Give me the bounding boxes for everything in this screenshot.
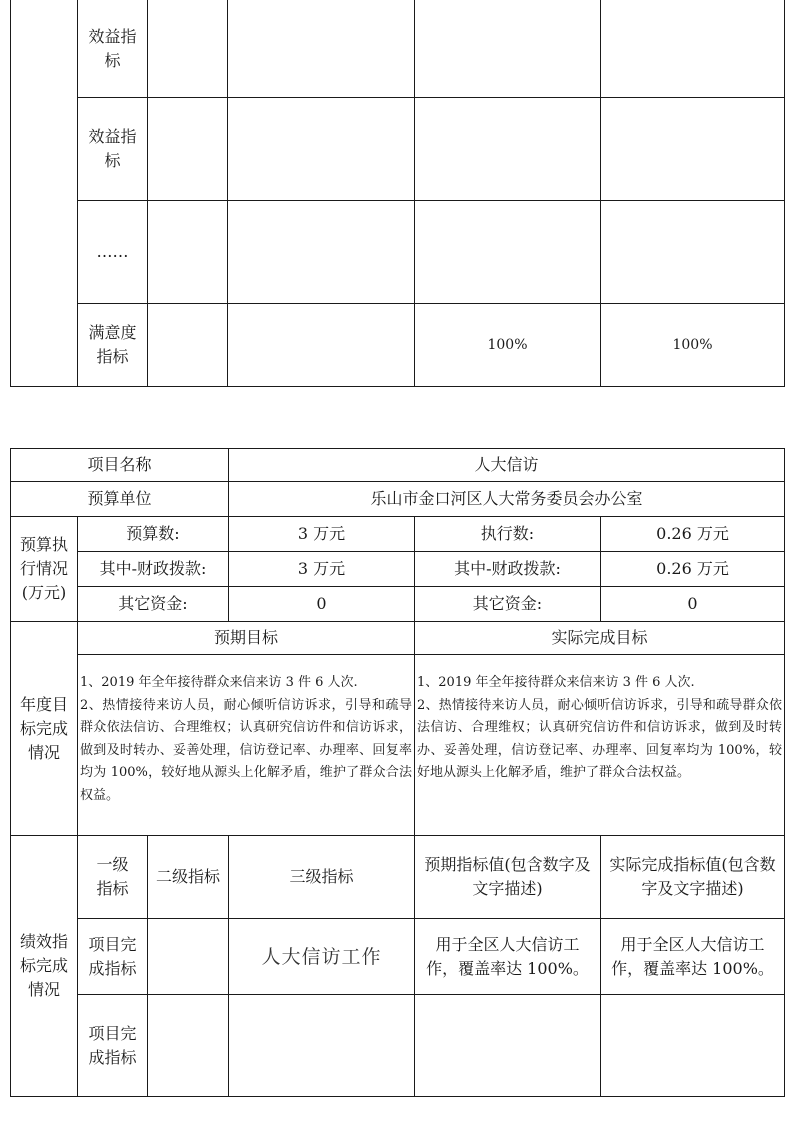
satisfaction-actual-value: 100% <box>672 337 713 353</box>
budget-row-label: 预算数: <box>126 524 180 543</box>
header-level2-indicator: 二级指标 <box>155 867 220 886</box>
execution-row-value: 0.26 万元 <box>656 524 729 543</box>
header-level1-indicator: 一级 指标 <box>96 855 129 898</box>
project-name-label: 项目名称 <box>87 455 152 474</box>
perf-row-expected: 用于全区人大信访工作，覆盖率达 100%。 <box>426 934 589 978</box>
project-name-value: 人大信访 <box>474 455 539 474</box>
actual-goal-text: 1、2019 年全年接待群众来信来访 3 件 6 人次. 2、热情接待来访人员，耐心倾听信访诉求，引导和疏导群众依法信访、合理维权；认真研究信访件和信访诉求，做到及时转办、妥善处理，信访登记率、办理率、回复率均为 100%，较好地从源头上化解矛盾，维护了群众合法权益。 <box>417 675 782 780</box>
table-row-label: 满意度 指标 <box>88 323 137 366</box>
table-row-label: …… <box>96 242 129 261</box>
budget-row-label: 其它资金: <box>118 594 188 613</box>
budget-row-label: 其中-财政拨款: <box>99 559 207 578</box>
header-actual-value: 实际完成指标值(包含数字及文字描述) <box>609 855 776 898</box>
budget-row-value: 3 万元 <box>297 524 346 543</box>
execution-row-label: 执行数: <box>480 524 535 543</box>
execution-row-value: 0 <box>687 594 698 613</box>
header-expected-value: 预期指标值(包含数字及文字描述) <box>424 855 591 898</box>
header-level3-indicator: 三级指标 <box>289 867 354 886</box>
perf-row-level1: 项目完 成指标 <box>88 934 137 978</box>
annual-goal-label: 年度目 标完成 情况 <box>19 694 68 762</box>
satisfaction-expected-value: 100% <box>487 337 528 353</box>
actual-goal-header: 实际完成目标 <box>551 628 648 647</box>
table-row-label: 效益指 标 <box>88 26 137 70</box>
perf-row-level3: 人大信访工作 <box>261 945 382 968</box>
table-row-label: 效益指 标 <box>88 127 137 170</box>
budget-unit-label: 预算单位 <box>87 489 152 508</box>
budget-row-value: 3 万元 <box>297 559 346 578</box>
performance-label: 绩效指 标完成 情况 <box>19 932 68 999</box>
execution-row-label: 其它资金: <box>472 594 543 613</box>
budget-unit-value: 乐山市金口河区人大常务委员会办公室 <box>370 489 643 508</box>
expected-goal-header: 预期目标 <box>213 628 278 647</box>
budget-execution-label: 预算执 行情况 (万元) <box>19 535 68 602</box>
execution-row-value: 0.26 万元 <box>656 559 729 578</box>
execution-row-label: 其中-财政拨款: <box>454 559 561 578</box>
expected-goal-text: 1、2019 年全年接待群众来信来访 3 件 6 人次. 2、热情接待来访人员，耐心倾听信访诉求，引导和疏导群众依法信访、合理维权；认真研究信访件和信访诉求，做到及时转办、妥善处理，信访登记率、办理率、回复率均为 100%，较好地从源头上化解矛盾，维护了群众合法权益。 <box>80 675 412 803</box>
budget-row-value: 0 <box>316 594 327 613</box>
perf-row-actual: 用于全区人大信访工作，覆盖率达 100%。 <box>611 934 774 978</box>
perf-row-level1: 项目完 成指标 <box>88 1023 137 1067</box>
